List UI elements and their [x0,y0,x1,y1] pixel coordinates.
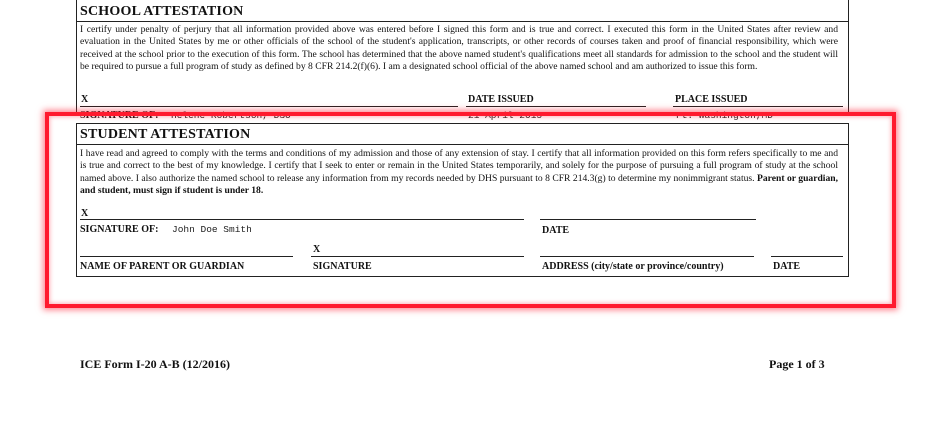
school-box-left-border [76,0,77,113]
student-date-label: DATE [542,225,570,236]
student-x-mark: X [81,208,89,219]
place-issued-line [673,106,843,107]
date-issued-line [466,106,646,107]
student-signature-label: SIGNATURE OF: [80,224,159,235]
highlight-frame [45,112,896,308]
student-attestation-body: I have read and agreed to comply with the terms and conditions of my admission and those of any extension of stay. I certify that all information provided on this form refers specifically to me and is true and correct to the best of my knowledge. I certify that I seek to enter or remain in the United States temporarily, and solely for the purpose of pursuing a full program of study at the school named above. I also authorize the named school to release any information from my records needed by DHS pursuant to 8 CFR 214.3(g) to determine my nonimmigrant status. [80,148,838,184]
school-attestation-title: SCHOOL ATTESTATION [80,4,244,19]
date-issued-label: DATE ISSUED [468,94,534,105]
place-issued-label: PLACE ISSUED [675,94,748,105]
parent-date-label: DATE [773,261,801,272]
page-number-footer: Page 1 of 3 [769,357,825,371]
parent-signature-label: SIGNATURE [313,261,372,272]
form-id-footer: ICE Form I-20 A-B (12/2016) [80,357,230,371]
school-box-right-border [848,0,849,113]
school-x-mark: X [81,94,89,105]
school-title-divider [76,21,849,22]
student-signature-value: John Doe Smith [172,224,252,235]
school-signature-label: SIGNATURE OF: [80,110,159,121]
student-attestation-title: STUDENT ATTESTATION [80,127,251,142]
student-attestation-bold: Parent or guardian, and student, must sign if student is under 18. [80,172,838,197]
school-attestation-text: I certify under penalty of perjury that all information provided above was entered before I signed this form and is true and correct. I executed this form in the United States after review and evaluation in the United States by me or other officials of the school of the student's application, transcripts, or other records of courses taken and proof of financial responsibility, which were received at the school prior to the execution of this form. The school has determined that the above named student's qualifications meet all standards for admission to the school and the student will be required to pursue a full program of study as defined by 8 CFR 214.2(f)(6). I am a designated school official of the above named school and am authorized to issue this form. [80,24,838,73]
parent-address-label: ADDRESS (city/state or province/country) [542,261,724,272]
school-signature-line [80,106,458,107]
date-issued-value: 21 April 2015 [468,110,543,121]
school-signature-value: Helene Robertson, DSO [171,110,291,121]
parent-x-mark: X [313,244,321,255]
place-issued-value: Ft. Washington,MD [676,110,773,121]
parent-guardian-name-label: NAME OF PARENT OR GUARDIAN [80,261,245,272]
